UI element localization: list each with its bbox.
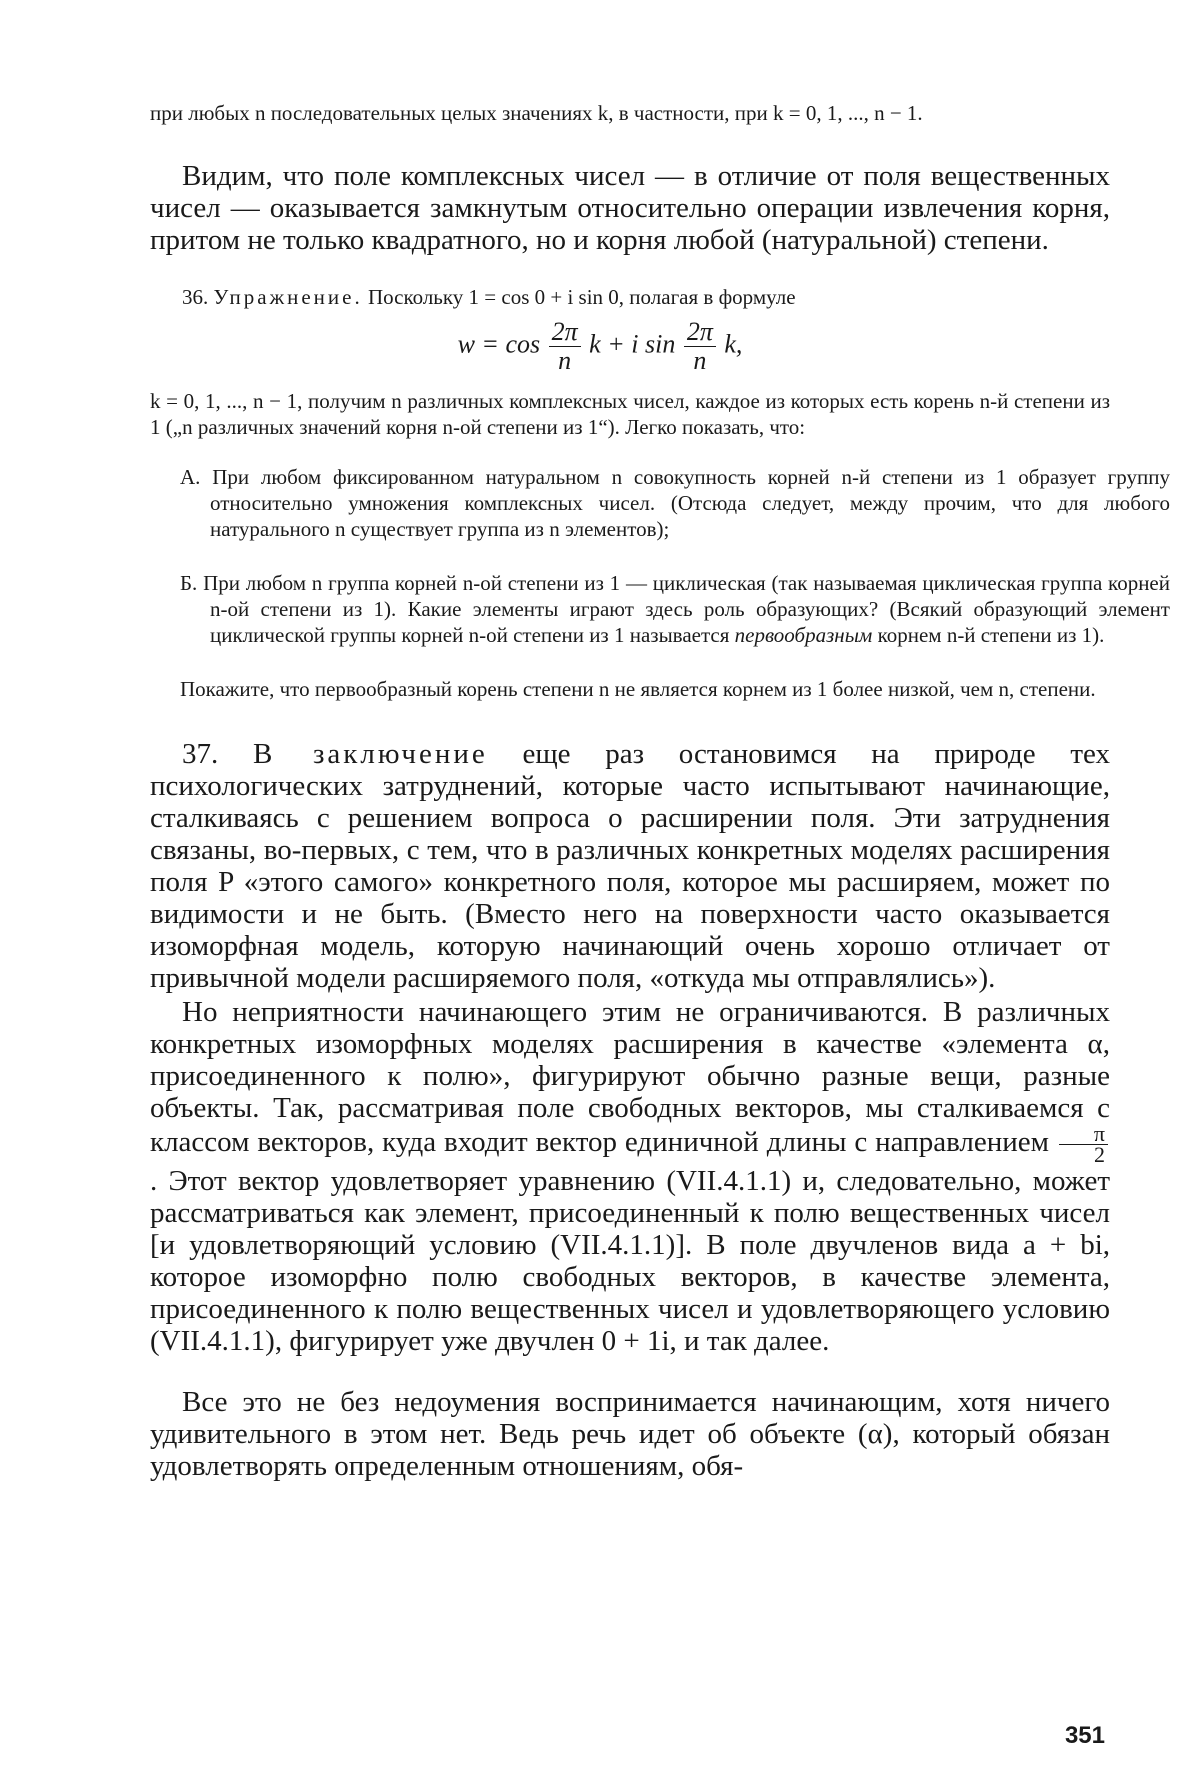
formula-tail: k, [724,329,743,359]
paragraph-37 [150,738,1110,994]
section-label: В заключение [252,738,488,770]
fraction-2pi-n-second [684,318,716,375]
formula-roots-of-unity [0,318,1200,375]
exercise-label: Упражнение. [213,285,363,309]
item-b-end: корнем n-й степени из 1). [872,623,1105,647]
item-b-text: Б. При любом n группа корней n-ой степени из 1 — циклическая (так называемая циклическая группа корней n-ой степени из 1). Какие элементы играют здесь роль образующих? (Всякий образующий элемент циклической группы корней n-ой степени из 1 называется [180,571,1170,647]
continued-text: при любых n последовательных целых значениях k, в частности, при k = 0, 1, ..., n − 1. [150,101,923,125]
troubles-text-end: . Этот вектор удовлетворяет уравнению (VII.4.1.1) и, следовательно, может рассматриваться как элемент, присоединенный к полю вещественных чисел [и удовлетворяющий условию (VII.4.1.1)]. В поле двучленов вида a + bi, которое изоморфно полю свободных векторов, в качестве элемента, присоединенного к полю вещественных чисел и удовлетворяющего условию (VII.4.1.1), фигурирует уже двучлен 0 + 1i, и так далее. [150,1165,1110,1357]
exercise-number: 36. [182,285,209,309]
fraction-denominator: 2 [1093,1142,1105,1167]
exercise-36-continuation: k = 0, 1, ..., n − 1, получим n различных комплексных чисел, каждое из которых есть корень n-й степени из 1 („n различных значений корня n-ой степени из 1“). Легко показать, что: [150,389,1110,439]
paragraph-complex-field: Видим, что поле комплексных чисел — в отличие от поля вещественных чисел — оказывается замкнутым относительно операции извлечения корня, притом не только квадратного, но и корня любой (натуральной) степени. [150,160,1110,256]
troubles-text-start: Но неприятности начинающего этим не ограничиваются. В различных конкретных изоморфных моделях расширения в качестве «элемента α, присоединенного к полю», фигурируют обычно разные вещи, разные объекты. Так, рассматривая поле свободных векторов, мы сталкиваемся с классом векторов, куда входит вектор единичной длины с направлением [150,996,1110,1159]
fraction-2pi-n [549,318,581,375]
exercise-36-intro [150,284,1110,310]
fraction-denominator: n [558,346,572,375]
section-text: еще раз остановимся на природе тех психологических затруднений, которые часто испытывают начинающие, сталкиваясь с решением вопроса о расширении поля. Эти затруднения связаны, во-первых, с тем, что в различных конкретных моделях расширения поля P «этого самого» конкретного поля, которое мы расширяем, может по видимости и не быть. (Вместо него на поверхности часто оказывается изоморфная модель, которую начинающий очень хорошо отличает от привычной модели расширяемого поля, «откуда мы отправлялись»). [150,738,1110,994]
fraction-pi-2 [1059,1121,1108,1167]
exercise-item-b [150,570,1170,648]
fraction-numerator: π [1059,1124,1108,1145]
fraction-numerator: 2π [684,318,716,347]
exercise-intro-text: Поскольку 1 = cos 0 + i sin 0, полагая в формуле [367,285,796,309]
fraction-denominator: n [693,346,707,375]
page-number: 351 [1064,1722,1105,1749]
formula-middle: k + i sin [589,329,676,359]
exercise-show-task: Покажите, что первообразный корень степени n не является корнем из 1 более низкой, чем n, степени. [180,677,1096,701]
fraction-numerator: 2π [549,318,581,347]
exercise-item-a: А. При любом фиксированном натуральном n совокупность корней n-й степени из 1 образует группу относительно умножения комплексных чисел. (Отсюда следует, между прочим, что для любого натурального n существует группа из n элементов); [180,465,1170,541]
term-primitive: первообразным [734,623,873,647]
paragraph-troubles [150,996,1110,1357]
paragraph-confusion: Все это не без недоумения воспринимается начинающим, хотя ничего удивительного в этом нет. Ведь речь идет об объекте (α), который обязан удовлетворять определенным отношениям, обя- [150,1386,1110,1482]
section-number: 37. [182,738,219,770]
formula-lhs: w = cos [457,329,541,359]
